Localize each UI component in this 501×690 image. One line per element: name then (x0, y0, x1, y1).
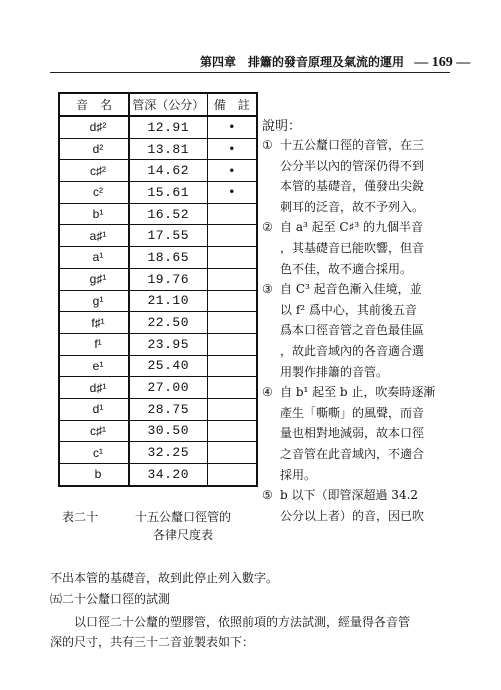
explanation-line: 十五公釐口徑的音管，在三 (280, 138, 425, 152)
remark-cell (207, 377, 257, 399)
explanation-line: 公分半以內的管深仍得不到 (280, 158, 425, 173)
explanation-item (262, 135, 452, 217)
remark-cell (207, 225, 257, 247)
table-row (59, 355, 257, 377)
remark-cell (207, 442, 257, 464)
tube-depth-cell: 18.65 (129, 247, 207, 269)
continuation-text: 不出本管的基礎音，故到此停止列入數字。 (50, 571, 279, 585)
note-name-cell: d♯¹ (59, 377, 129, 399)
explanation-line: 公分以上者）的音，因已吹 (280, 508, 425, 523)
table-row (59, 290, 257, 312)
remark-cell (207, 355, 257, 377)
note-name-cell: f¹ (59, 333, 129, 355)
explanation-list (262, 135, 452, 526)
explanation-line: ，其基礎音已能吹響，但音 (280, 240, 425, 255)
tube-depth-cell: 32.25 (129, 442, 207, 464)
tube-depth-cell: 17.55 (129, 225, 207, 247)
tube-depth-cell: 14.62 (129, 160, 207, 182)
table-row (59, 138, 257, 160)
note-name-cell: c² (59, 182, 129, 204)
explanation-item (262, 217, 452, 279)
note-name-cell: g¹ (59, 290, 129, 312)
item-number: ⑤ (262, 488, 273, 503)
header-remark: 備 註 (207, 93, 257, 116)
remark-cell: • (207, 182, 257, 204)
page-number: — 169 — (414, 55, 471, 70)
remark-cell (207, 312, 257, 334)
explanation-line: 之音管在此音域內，不適合 (280, 446, 425, 461)
remark-cell (207, 464, 257, 486)
paragraph-line: 深的尺寸，共有三十二音並製表如下： (50, 635, 255, 649)
tube-depth-cell: 23.95 (129, 333, 207, 355)
table-row (59, 203, 257, 225)
note-name-cell: a¹ (59, 247, 129, 269)
running-header (200, 53, 470, 71)
pitch-depth-table (58, 92, 258, 487)
table-row (59, 398, 257, 420)
explanation-line: 自 a³ 起至 C♯³ 的九個半音 (280, 220, 424, 235)
tube-depth-cell: 34.20 (129, 464, 207, 486)
caption-line: 十五公釐口徑管的 (134, 510, 231, 524)
note-name-cell: c♯¹ (59, 420, 129, 442)
tube-depth-cell: 30.50 (129, 420, 207, 442)
table-row (59, 116, 257, 138)
explanation-line: 採用。 (280, 467, 317, 482)
tube-depth-cell: 22.50 (129, 312, 207, 334)
remark-cell: • (207, 116, 257, 138)
remark-cell: • (207, 138, 257, 160)
explanation-title: 說明： (262, 119, 302, 134)
table-header-row (59, 93, 257, 116)
table-row (59, 268, 257, 290)
explanation-line: 自 C³ 起音色漸入佳境，並 (280, 282, 422, 297)
body-paragraph (50, 612, 460, 652)
explanation-line: ，故此音域內的各音適合選 (280, 343, 425, 358)
explanation-line: 色不佳，故不適合採用。 (280, 261, 413, 276)
explanation-line: 量也相對地減弱，故本口徑 (280, 426, 425, 441)
tube-depth-cell: 19.76 (129, 268, 207, 290)
table-row (59, 420, 257, 442)
table-caption-label: 表二十 (62, 510, 99, 524)
remark-cell: • (207, 160, 257, 182)
remark-cell (207, 290, 257, 312)
section-title: ㈤二十公釐口徑的試測 (50, 592, 171, 606)
item-number: ② (262, 220, 273, 235)
note-name-cell: d¹ (59, 398, 129, 420)
note-name-cell: d♯² (59, 116, 129, 138)
explanation-line: 用製作排簫的音管。 (280, 364, 389, 379)
table-row (59, 464, 257, 486)
note-name-cell: a♯¹ (59, 225, 129, 247)
note-name-cell: b (59, 464, 129, 486)
tube-depth-cell: 13.81 (129, 138, 207, 160)
table-row (59, 377, 257, 399)
explanation-line: 爲本口徑音管之音色最佳區 (280, 323, 425, 338)
header-tube-depth: 管深（公分） (129, 93, 207, 116)
remark-cell (207, 420, 257, 442)
tube-depth-cell: 15.61 (129, 182, 207, 204)
table-row (59, 225, 257, 247)
explanation-item (262, 279, 452, 382)
explanation-line: 以 f² 爲中心，其前後五音 (280, 302, 417, 317)
note-name-cell: d² (59, 138, 129, 160)
explanation-line: b 以下（即管深超過 34.2 (280, 488, 419, 503)
remark-cell (207, 247, 257, 269)
tube-depth-cell: 16.52 (129, 203, 207, 225)
item-number: ① (262, 138, 273, 152)
note-name-cell: b¹ (59, 203, 129, 225)
item-number: ④ (262, 385, 273, 400)
note-name-cell: g♯¹ (59, 268, 129, 290)
note-name-cell: c♯² (59, 160, 129, 182)
tube-depth-cell: 28.75 (129, 398, 207, 420)
item-number: ③ (262, 282, 273, 297)
explanation-item (262, 382, 452, 485)
table-row (59, 333, 257, 355)
explanation-line: 本管的基礎音，僅發出尖銳 (280, 179, 425, 194)
table-row (59, 182, 257, 204)
explanation-item (262, 485, 452, 526)
explanation-line: 刺耳的泛音，故不予列入。 (280, 199, 425, 214)
remark-cell (207, 333, 257, 355)
table-row (59, 160, 257, 182)
tube-depth-cell: 12.91 (129, 116, 207, 138)
table-row (59, 442, 257, 464)
note-name-cell: e¹ (59, 355, 129, 377)
paragraph-line: 以口徑二十公釐的塑膠管，依照前項的方法試測，經量得各音管 (74, 615, 411, 629)
remark-cell (207, 398, 257, 420)
chapter-title: 第四章 排簫的發音原理及氣流的運用 (200, 55, 405, 69)
header-rule (50, 72, 450, 73)
note-name-cell: f♯¹ (59, 312, 129, 334)
tube-depth-cell: 21.10 (129, 290, 207, 312)
table-caption-text (128, 508, 238, 544)
tube-depth-cell: 27.00 (129, 377, 207, 399)
table-row (59, 247, 257, 269)
remark-cell (207, 203, 257, 225)
table-row (59, 312, 257, 334)
header-note-name: 音 名 (59, 93, 129, 116)
explanation-line: 產生「嘶嘶」的風聲，而音 (280, 405, 425, 420)
tube-depth-cell: 25.40 (129, 355, 207, 377)
note-name-cell: c¹ (59, 442, 129, 464)
caption-line: 各律尺度表 (152, 528, 213, 542)
remark-cell (207, 268, 257, 290)
explanation-line: 自 b¹ 起至 b 止，吹奏時逐漸 (280, 385, 436, 400)
